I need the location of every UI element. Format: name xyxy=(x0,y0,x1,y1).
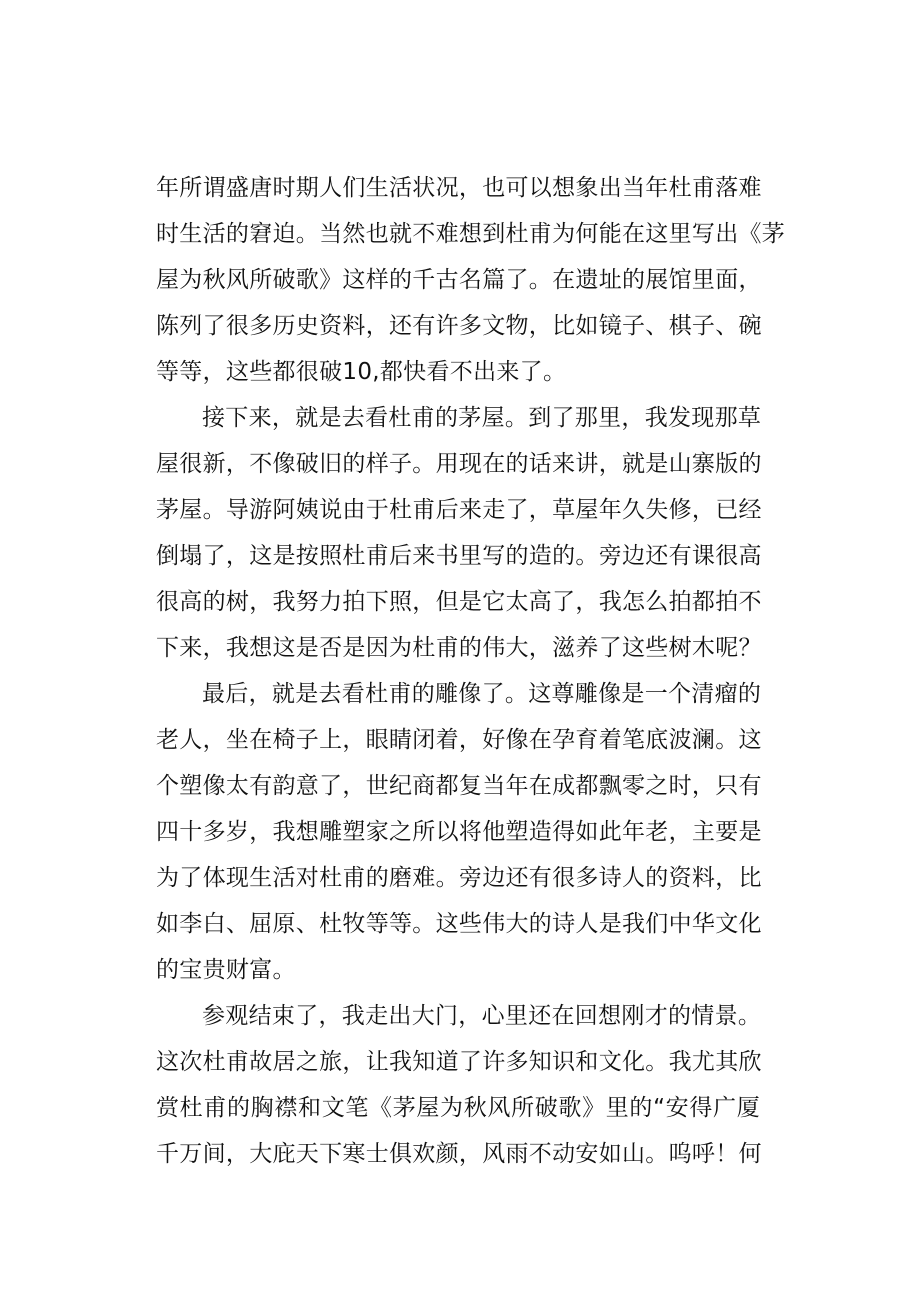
text-line: 的宝贵财富。 xyxy=(156,957,296,983)
text-line: 茅屋。导游阿姨说由于杜甫后来走了，草屋年久失修，已经 xyxy=(156,497,762,523)
text-line: 为了体现生活对杜甫的磨难。旁边还有很多诗人的资料，比 xyxy=(156,865,762,891)
paragraph-first-line: 最后，就是去看杜甫的雕像了。这尊雕像是一个清瘤的 xyxy=(202,681,762,707)
text-line: 等等，这些都很破10,都快看不出来了。 xyxy=(156,359,567,385)
text-line: 倒塌了，这是按照杜甫后来书里写的造的。旁边还有课很高 xyxy=(156,543,762,569)
text-line: 陈列了很多历史资料，还有许多文物，比如镜子、棋子、碗 xyxy=(156,313,762,339)
text-line: 这次杜甫故居之旅，让我知道了许多知识和文化。我尤其欣 xyxy=(156,1049,762,1075)
essay-body xyxy=(156,165,786,1177)
text-line: 个塑像太有韵意了，世纪商都复当年在成都飘零之时，只有 xyxy=(156,773,762,799)
text-line: 四十多岁，我想雕塑家之所以将他塑造得如此年老，主要是 xyxy=(156,819,762,845)
text-line: 老人，坐在椅子上，眼睛闭着，好像在孕育着笔底波澜。这 xyxy=(156,727,762,753)
text-line: 很高的树，我努力拍下照，但是它太高了，我怎么拍都拍不 xyxy=(156,589,762,615)
text-line: 时生活的窘迫。当然也就不难想到杜甫为何能在这里写出《茅 xyxy=(156,221,786,247)
text-line: 千万间，大庇天下寒士俱欢颜，风雨不动安如山。呜呼！何 xyxy=(156,1141,762,1167)
text-line: 赏杜甫的胸襟和文笔《茅屋为秋风所破歌》里的“安得广厦 xyxy=(156,1095,760,1121)
text-line: 下来，我想这是否是因为杜甫的伟大，滋养了这些树木呢？ xyxy=(156,635,762,661)
paragraph-first-line: 接下来，就是去看杜甫的茅屋。到了那里，我发现那草 xyxy=(202,405,762,431)
text-line: 如李白、屈原、杜牧等等。这些伟大的诗人是我们中华文化 xyxy=(156,911,762,937)
text-line: 屋很新，不像破旧的样子。用现在的话来讲，就是山寨版的 xyxy=(156,451,762,477)
text-line: 屋为秋风所破歌》这样的千古名篇了。在遗址的展馆里面， xyxy=(156,267,762,293)
paragraph-first-line: 参观结束了，我走出大门，心里还在回想刚才的情景。 xyxy=(202,1003,762,1029)
text-line: 年所谓盛唐时期人们生活状况，也可以想象出当年杜甫落难 xyxy=(156,175,762,201)
